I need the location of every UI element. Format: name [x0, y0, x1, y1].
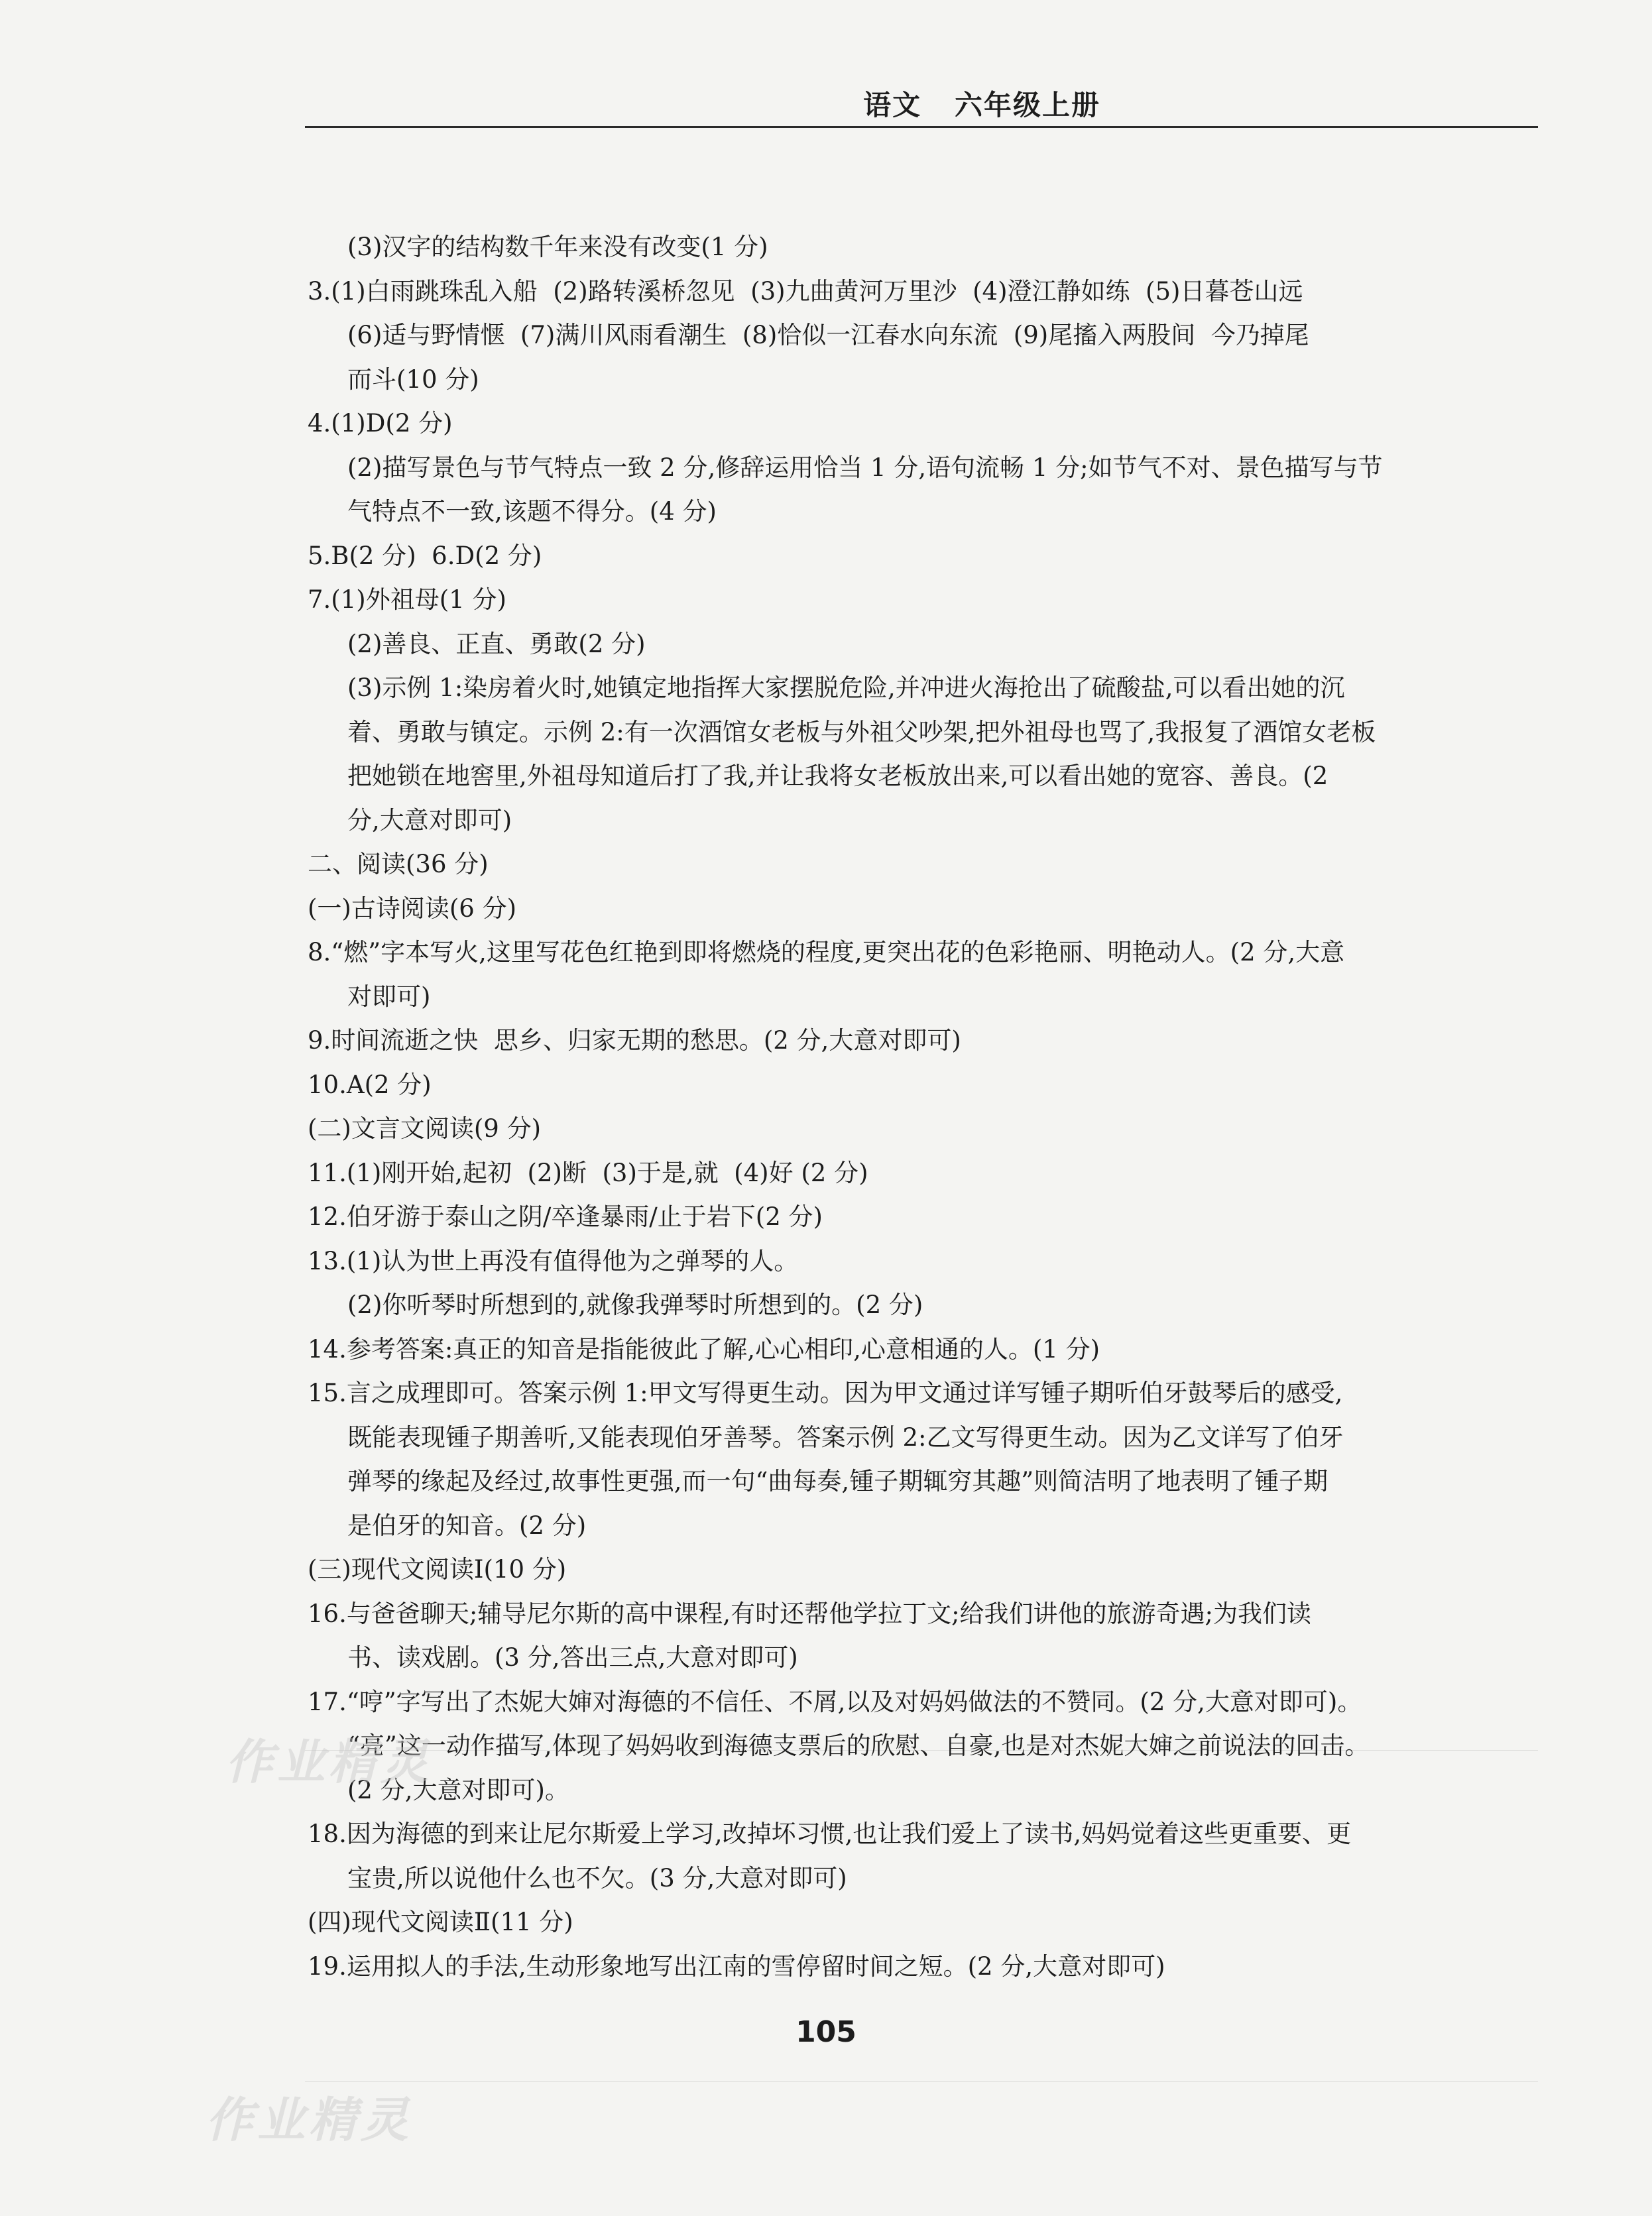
answer-line: 8.“燃”字本写火,这里写花色红艳到即将燃烧的程度,更突出花的色彩艳丽、明艳动人。(2 分,大意 — [308, 938, 1345, 966]
answer-line: 书、读戏剧。(3 分,答出三点,大意对即可) — [347, 1643, 798, 1672]
answer-line: (二)文言文阅读(9 分) — [308, 1114, 542, 1143]
answer-line: 12.伯牙游于泰山之阴/卒逢暴雨/止于岩下(2 分) — [308, 1202, 823, 1231]
answer-line: 把她锁在地窖里,外祖母知道后打了我,并让我将女老板放出来,可以看出她的宽容、善良。(2 — [347, 762, 1328, 790]
answer-line: 二、阅读(36 分) — [308, 850, 489, 878]
answer-line: 3.(1)白雨跳珠乱入船 (2)路转溪桥忽见 (3)九曲黄河万里沙 (4)澄江静如练 (5)日暮苍山远 — [308, 276, 1303, 306]
answer-line: (2)描写景色与节气特点一致 2 分,修辞运用恰当 1 分,语句流畅 1 分;如节气不对、景色描写与节 — [347, 453, 1383, 482]
answer-line: 16.与爸爸聊天;辅导尼尔斯的高中课程,有时还帮他学拉丁文;给我们讲他的旅游奇遇;为我们读 — [308, 1599, 1311, 1628]
answer-line: 对即可) — [347, 982, 431, 1011]
answer-line: 9.时间流逝之快 思乡、归家无期的愁思。(2 分,大意对即可) — [308, 1026, 961, 1055]
answer-line: 14.参考答案:真正的知音是指能彼此了解,心心相印,心意相通的人。(1 分) — [308, 1334, 1100, 1364]
answer-line: 13.(1)认为世上再没有值得他为之弹琴的人。 — [308, 1246, 799, 1275]
answer-line: (6)适与野情惬 (7)满川风雨看潮生 (8)恰似一江春水向东流 (9)尾搐入两股间 今乃掉尾 — [347, 321, 1309, 349]
header-grade: 六年级上册 — [954, 89, 1100, 121]
answer-line: 着、勇敢与镇定。示例 2:有一次酒馆女老板与外祖父吵架,把外祖母也骂了,我报复了酒馆女老板 — [347, 717, 1376, 746]
header-title — [863, 84, 1100, 123]
answer-line: (2)善良、正直、勇敢(2 分) — [347, 629, 646, 658]
answer-line: 4.(1)D(2 分) — [308, 409, 453, 437]
answer-line: 7.(1)外祖母(1 分) — [308, 585, 506, 614]
answer-line: 18.因为海德的到来让尼尔斯爱上学习,改掉坏习惯,也让我们爱上了读书,妈妈觉着这些更重要、更 — [308, 1820, 1352, 1848]
answer-line: 弹琴的缘起及经过,故事性更强,而一句“曲每奏,锺子期辄穷其趣”则简洁明了地表明了锺子期 — [347, 1467, 1328, 1495]
answer-line: 而斗(10 分) — [347, 365, 479, 394]
answer-content — [308, 225, 1541, 1989]
answer-line: 10.A(2 分) — [308, 1070, 432, 1099]
answer-line: “亮”这一动作描写,体现了妈妈收到海德支票后的欣慰、自豪,也是对杰妮大婶之前说法的回击。 — [347, 1731, 1370, 1760]
answer-line: 5.B(2 分) 6.D(2 分) — [308, 541, 542, 570]
answer-line: 是伯牙的知音。(2 分) — [347, 1511, 587, 1540]
answer-line: (2)你听琴时所想到的,就像我弹琴时所想到的。(2 分) — [347, 1291, 923, 1319]
answer-line: 分,大意对即可) — [347, 805, 512, 835]
answer-line: (3)示例 1:染房着火时,她镇定地指挥大家摆脱危险,并冲进火海抢出了硫酸盐,可以看出她的沉 — [347, 673, 1345, 702]
page-header — [305, 78, 1538, 128]
watermark: 作业精灵 — [206, 2092, 413, 2148]
answer-line: 宝贵,所以说他什么也不欠。(3 分,大意对即可) — [347, 1863, 847, 1893]
answer-line: 气特点不一致,该题不得分。(4 分) — [347, 497, 717, 526]
answer-line: 11.(1)刚开始,起初 (2)断 (3)于是,就 (4)好 (2 分) — [308, 1158, 868, 1187]
answer-line: (2 分,大意对即可)。 — [347, 1775, 569, 1804]
answer-line: (一)古诗阅读(6 分) — [308, 894, 517, 923]
answer-line: 17.“哼”字写出了杰妮大婶对海德的不信任、不屑,以及对妈妈做法的不赞同。(2 分,大意对即可)。 — [308, 1687, 1362, 1716]
faint-scan-line — [305, 2081, 1538, 2082]
page-number: 105 — [796, 2015, 856, 2049]
answer-line: (四)现代文阅读Ⅱ(11 分) — [308, 1908, 573, 1936]
answer-line: (3)汉字的结构数千年来没有改变(1 分) — [347, 233, 768, 261]
answer-line: (三)现代文阅读Ⅰ(10 分) — [308, 1555, 567, 1584]
answer-line: 15.言之成理即可。答案示例 1:甲文写得更生动。因为甲文通过详写锺子期听伯牙鼓琴后的感受, — [308, 1379, 1343, 1407]
answer-line: 既能表现锺子期善听,又能表现伯牙善琴。答案示例 2:乙文写得更生动。因为乙文详写了伯牙 — [347, 1423, 1344, 1452]
watermark: 作业精灵 — [225, 1734, 433, 1790]
answer-line: 19.运用拟人的手法,生动形象地写出江南的雪停留时间之短。(2 分,大意对即可) — [308, 1952, 1165, 1981]
header-subject: 语文 — [863, 89, 922, 121]
